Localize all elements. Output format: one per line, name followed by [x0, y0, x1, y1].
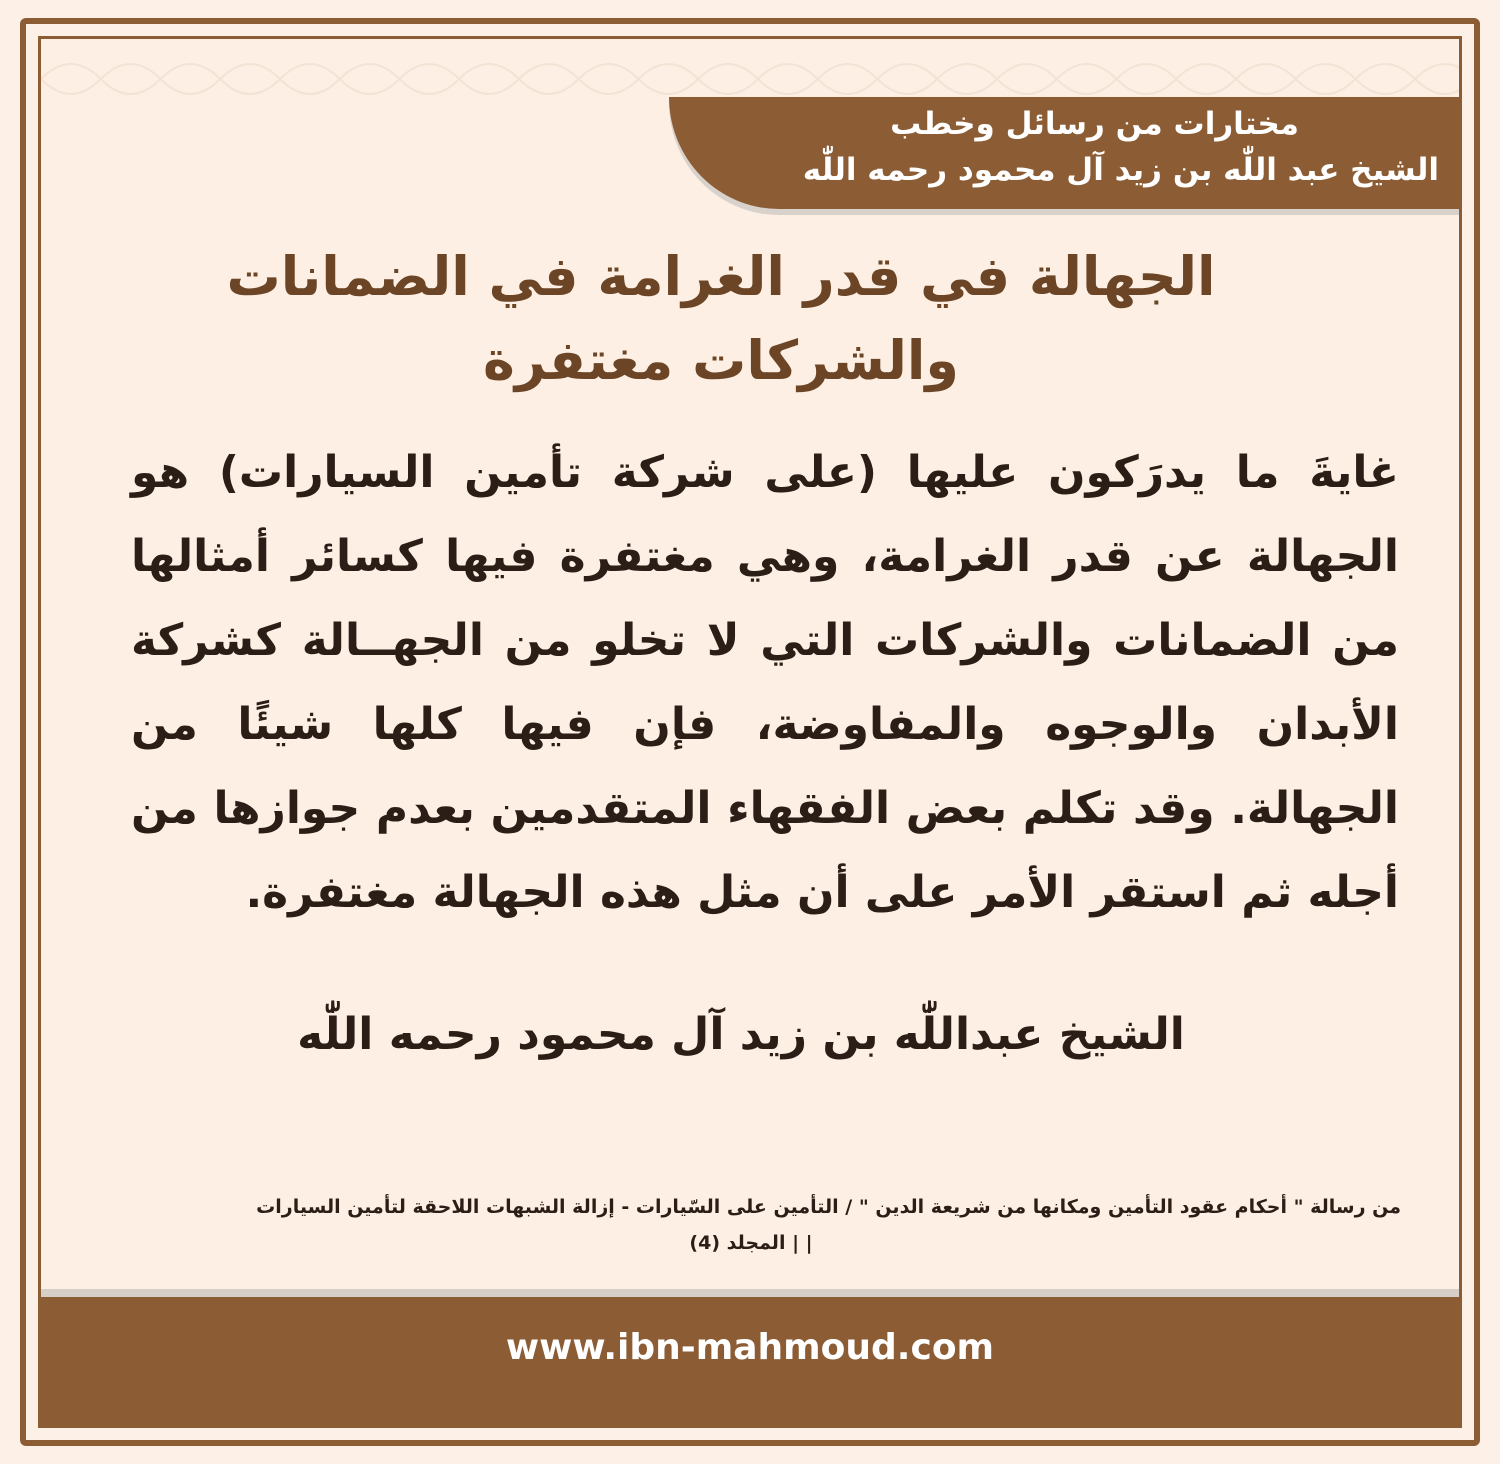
quote-body: غايةَ ما يدرَكون عليها (على شركة تأمين السيارات) هو الجهالة عن قدر الغرامة، وهي مغتفرة فيها كسائر أمثالها من الضمانات والشركات التي لا تخلو من الجهــالة كشركة الأبدان والوجوه والمفاوضة، فإن فيها كلها شيئًا من الجهالة. وقد تكلم بعض الفقهاء المتقدمين بعدم جوازها من أجله ثم استقر الأمر على أن مثل هذه الجهالة مغتفرة.	[131, 447, 1399, 918]
author-header: الشيخ عبد اللّٰه بن زيد آل محمود رحمه اللّٰه	[802, 152, 1439, 188]
title-line-2: والشركات مغتفرة	[483, 329, 959, 392]
source-volume: | | المجلد (4)	[689, 1232, 813, 1254]
footer-band	[41, 1289, 1459, 1425]
series-title: مختارات من رسائل وخطب	[890, 106, 1299, 142]
source-line-1: من رسالة " أحكام عقود التأمين ومكانها من شريعة الدين " / التأمين على السّيارات - إزالة الشبهات اللاحقة لتأمين السيارات	[256, 1196, 1401, 1218]
website-link[interactable]: www.ibn-mahmoud.com	[505, 1327, 995, 1368]
page-title	[141, 235, 1301, 403]
series-header	[699, 101, 1439, 193]
source-citation	[101, 1189, 1401, 1261]
title-line-1: الجهالة في قدر الغرامة في الضمانات	[226, 245, 1216, 308]
content-card	[38, 36, 1462, 1428]
author-signature: الشيخ عبداللّٰه بن زيد آل محمود رحمه اللّٰه	[297, 1009, 1185, 1060]
